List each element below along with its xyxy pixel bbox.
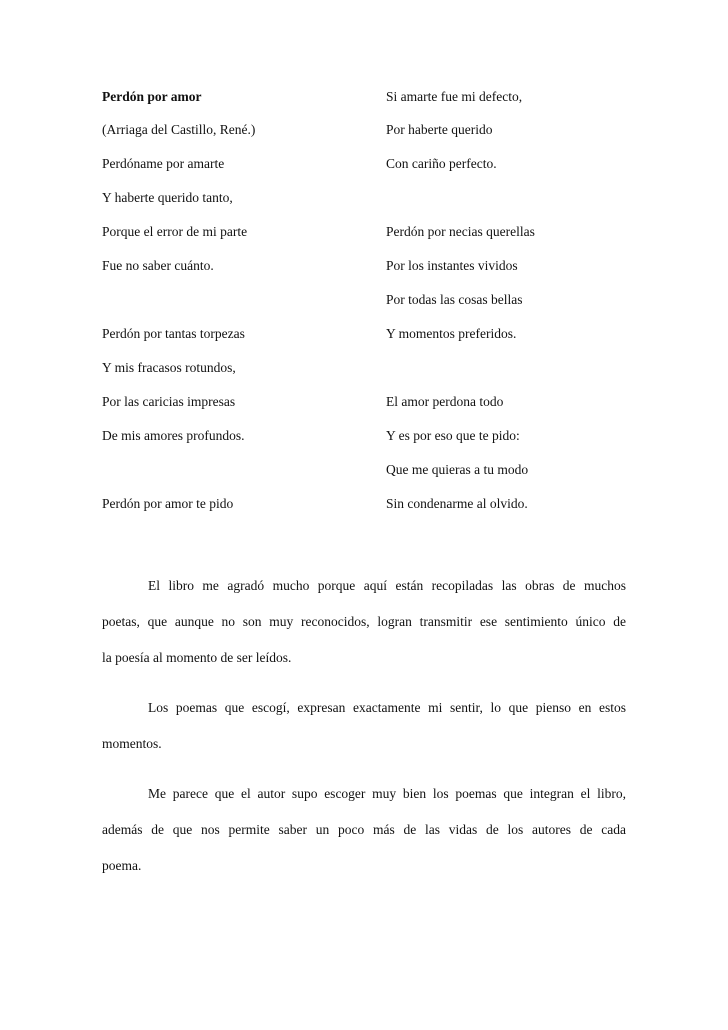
poem-line: Perdón por amor te pido	[102, 496, 234, 511]
poem-line: Fue no saber cuánto.	[102, 258, 214, 273]
paragraph-line: poema.	[102, 858, 142, 873]
poem-line: Por todas las cosas bellas	[386, 292, 523, 307]
poem-line: Perdón por necias querellas	[386, 224, 535, 239]
poem-line: Y momentos preferidos.	[386, 326, 517, 341]
poem-line: Y mis fracasos rotundos,	[102, 360, 236, 375]
paragraph-line: El libro me agradó mucho porque aquí están recopiladas las obras de muchos	[148, 578, 626, 593]
poem-line: De mis amores profundos.	[102, 428, 245, 443]
paragraph-line: además de que nos permite saber un poco más de las vidas de los autores de cada	[102, 822, 626, 837]
poem-line: Por las caricias impresas	[102, 394, 236, 409]
poem-title: Perdón por amor	[102, 89, 202, 104]
poem-line: Por los instantes vividos	[386, 258, 518, 273]
paragraph-line: Los poemas que escogí, expresan exactamente mi sentir, lo que pienso en estos	[148, 700, 626, 715]
poem-line: Perdón por tantas torpezas	[102, 326, 245, 341]
poem-line: Y es por eso que te pido:	[386, 428, 520, 443]
paragraph-line: momentos.	[102, 736, 162, 751]
poem-line: Que me quieras a tu modo	[386, 462, 529, 477]
poem-line: Perdóname por amarte	[102, 156, 225, 171]
poem-line: El amor perdona todo	[386, 394, 504, 409]
poem-line: Con cariño perfecto.	[386, 156, 497, 171]
poem-line: Por haberte querido	[386, 122, 493, 137]
paragraph-line: Me parece que el autor supo escoger muy bien los poemas que integran el libro,	[148, 786, 626, 801]
poem-author: (Arriaga del Castillo, René.)	[102, 122, 256, 137]
paragraph-line: la poesía al momento de ser leídos.	[102, 650, 292, 665]
poem-line: Si amarte fue mi defecto,	[386, 89, 523, 104]
paragraph-line: poetas, que aunque no son muy reconocidos, logran transmitir ese sentimiento único de	[102, 614, 626, 629]
poem-line: Sin condenarme al olvido.	[386, 496, 528, 511]
poem-line: Porque el error de mi parte	[102, 224, 248, 239]
poem-line: Y haberte querido tanto,	[102, 190, 233, 205]
